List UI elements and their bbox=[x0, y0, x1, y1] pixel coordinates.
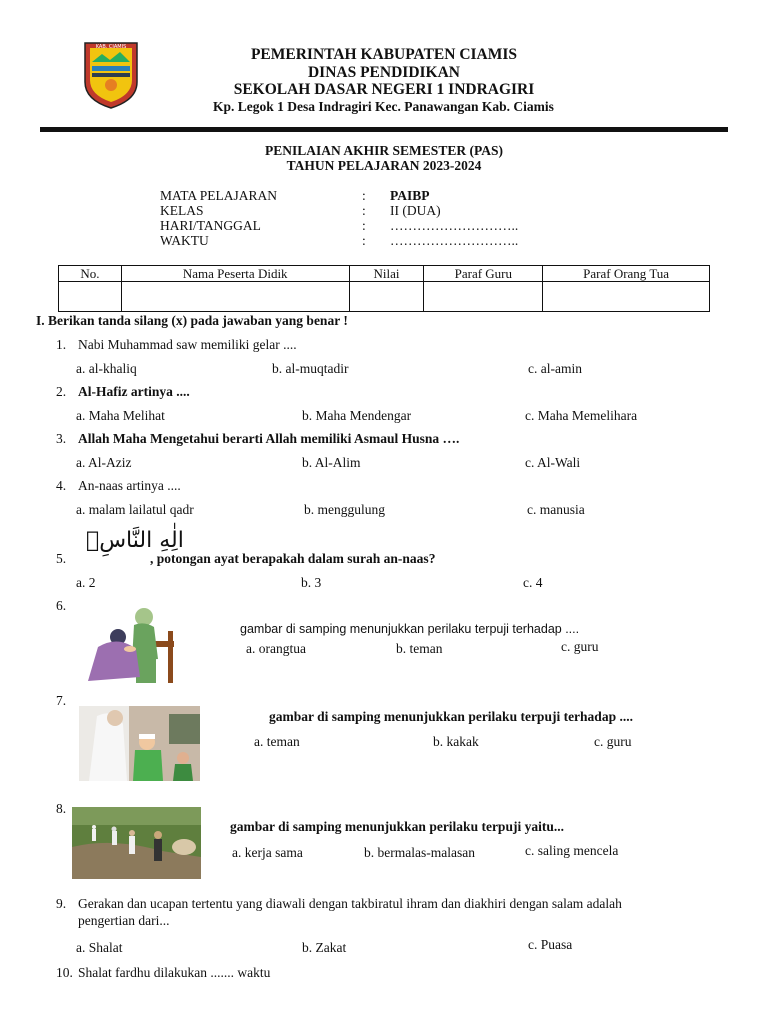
meta-label: WAKTU bbox=[160, 233, 209, 248]
option-b[interactable]: b. 3 bbox=[301, 575, 322, 590]
option-c[interactable]: c. Puasa bbox=[528, 937, 573, 952]
table-header: Paraf Orang Tua bbox=[543, 266, 710, 282]
cell-score[interactable] bbox=[349, 282, 424, 312]
option-b[interactable]: b. Zakat bbox=[302, 940, 347, 955]
option-c[interactable]: c. manusia bbox=[527, 502, 585, 517]
meta-colon: : bbox=[362, 218, 366, 233]
cell-parent-signature[interactable] bbox=[543, 282, 710, 312]
option-b[interactable]: b. kakak bbox=[433, 734, 479, 749]
cell-student-name[interactable] bbox=[121, 282, 349, 312]
logo-text: KAB. CIAMIS bbox=[95, 44, 127, 50]
header-school: SEKOLAH DASAR NEGERI 1 INDRAGIRI bbox=[233, 81, 535, 98]
question-text: Nabi Muhammad saw memiliki gelar .... bbox=[78, 337, 297, 352]
question-number: 3. bbox=[56, 431, 67, 446]
option-b[interactable]: b. al-muqtadir bbox=[272, 361, 349, 376]
question-number: 5. bbox=[56, 551, 67, 566]
option-c[interactable]: c. 4 bbox=[523, 575, 543, 590]
question-text: gambar di samping menunjukkan perilaku terpuji terhadap .... bbox=[240, 622, 580, 636]
table-header: Paraf Guru bbox=[424, 266, 543, 282]
meta-label: HARI/TANGGAL bbox=[160, 218, 261, 233]
option-a[interactable]: a. Shalat bbox=[76, 940, 123, 955]
option-c[interactable]: c. guru bbox=[594, 734, 632, 749]
option-c[interactable]: c. Al-Wali bbox=[525, 455, 581, 470]
question-number: 10. bbox=[56, 965, 73, 980]
option-b[interactable]: b. teman bbox=[396, 641, 443, 656]
meta-colon: : bbox=[362, 188, 366, 203]
section-instruction: I. Berikan tanda silang (x) pada jawaban yang benar ! bbox=[36, 313, 348, 328]
photo-people-working-together bbox=[72, 807, 201, 879]
option-b[interactable]: b. Maha Mendengar bbox=[302, 408, 412, 423]
meta-time: ……………………….. bbox=[390, 233, 519, 248]
meta-label: MATA PELAJARAN bbox=[160, 188, 278, 203]
table-header: No. bbox=[59, 266, 122, 282]
question-text: Shalat fardhu dilakukan ....... waktu bbox=[78, 965, 271, 980]
header-department: DINAS PENDIDIKAN bbox=[307, 64, 460, 81]
option-b[interactable]: b. bermalas-malasan bbox=[364, 845, 475, 860]
letterhead-divider bbox=[40, 127, 728, 132]
meta-date: ……………………….. bbox=[390, 218, 519, 233]
meta-subject: PAIBP bbox=[390, 188, 430, 203]
question-text: An-naas artinya .... bbox=[78, 478, 181, 493]
option-c[interactable]: c. Maha Memelihara bbox=[525, 408, 638, 423]
question-number: 6. bbox=[56, 598, 67, 613]
option-c[interactable]: c. al-amin bbox=[528, 361, 582, 376]
option-a[interactable]: a. Al-Aziz bbox=[76, 455, 132, 470]
photo-student-greeting-teacher bbox=[79, 706, 200, 781]
option-c[interactable]: c. guru bbox=[561, 639, 599, 654]
question-number: 7. bbox=[56, 693, 67, 708]
question-number: 9. bbox=[56, 896, 67, 911]
cell-number[interactable] bbox=[59, 282, 122, 312]
question-text: gambar di samping menunjukkan perilaku terpuji terhadap .... bbox=[269, 709, 633, 724]
option-a[interactable]: a. teman bbox=[254, 734, 300, 749]
question-text-continued: pengertian dari... bbox=[78, 913, 170, 928]
option-b[interactable]: b. Al-Alim bbox=[302, 455, 361, 470]
question-number: 1. bbox=[56, 337, 67, 352]
cell-teacher-signature[interactable] bbox=[424, 282, 543, 312]
header-government: PEMERINTAH KABUPATEN CIAMIS bbox=[250, 46, 518, 63]
arabic-verse-fragment: الِٰهِ النَّاسِۙ bbox=[86, 528, 184, 553]
question-text: Gerakan dan ucapan tertentu yang diawali dengan takbiratul ihram dan diakhiri dengan salam adalah bbox=[78, 896, 622, 911]
question-number: 8. bbox=[56, 801, 67, 816]
student-identity-table bbox=[58, 265, 710, 312]
exam-year: TAHUN PELAJARAN 2023-2024 bbox=[286, 158, 482, 173]
meta-label: KELAS bbox=[160, 203, 204, 218]
question-number: 4. bbox=[56, 478, 67, 493]
question-text: Al-Hafiz artinya .... bbox=[78, 384, 190, 399]
illustration-child-caring-mother bbox=[82, 603, 180, 687]
option-c[interactable]: c. saling mencela bbox=[525, 843, 619, 858]
option-b[interactable]: b. menggulung bbox=[304, 502, 385, 517]
question-text: , potongan ayat berapakah dalam surah an-naas? bbox=[150, 551, 436, 566]
option-a[interactable]: a. Maha Melihat bbox=[76, 408, 165, 423]
header-address: Kp. Legok 1 Desa Indragiri Kec. Panawangan Kab. Ciamis bbox=[213, 99, 554, 114]
option-a[interactable]: a. 2 bbox=[76, 575, 96, 590]
table-header: Nama Peserta Didik bbox=[121, 266, 349, 282]
question-text: Allah Maha Mengetahui berarti Allah memiliki Asmaul Husna …. bbox=[78, 431, 460, 446]
table-header: Nilai bbox=[349, 266, 424, 282]
meta-colon: : bbox=[362, 233, 366, 248]
question-number: 2. bbox=[56, 384, 67, 399]
option-a[interactable]: a. orangtua bbox=[246, 641, 306, 656]
option-a[interactable]: a. al-khaliq bbox=[76, 361, 137, 376]
question-text: gambar di samping menunjukkan perilaku terpuji yaitu... bbox=[230, 819, 564, 834]
exam-title: PENILAIAN AKHIR SEMESTER (PAS) bbox=[265, 143, 503, 158]
option-a[interactable]: a. kerja sama bbox=[232, 845, 303, 860]
option-a[interactable]: a. malam lailatul qadr bbox=[76, 502, 194, 517]
meta-colon: : bbox=[362, 203, 366, 218]
meta-class: II (DUA) bbox=[390, 203, 441, 218]
